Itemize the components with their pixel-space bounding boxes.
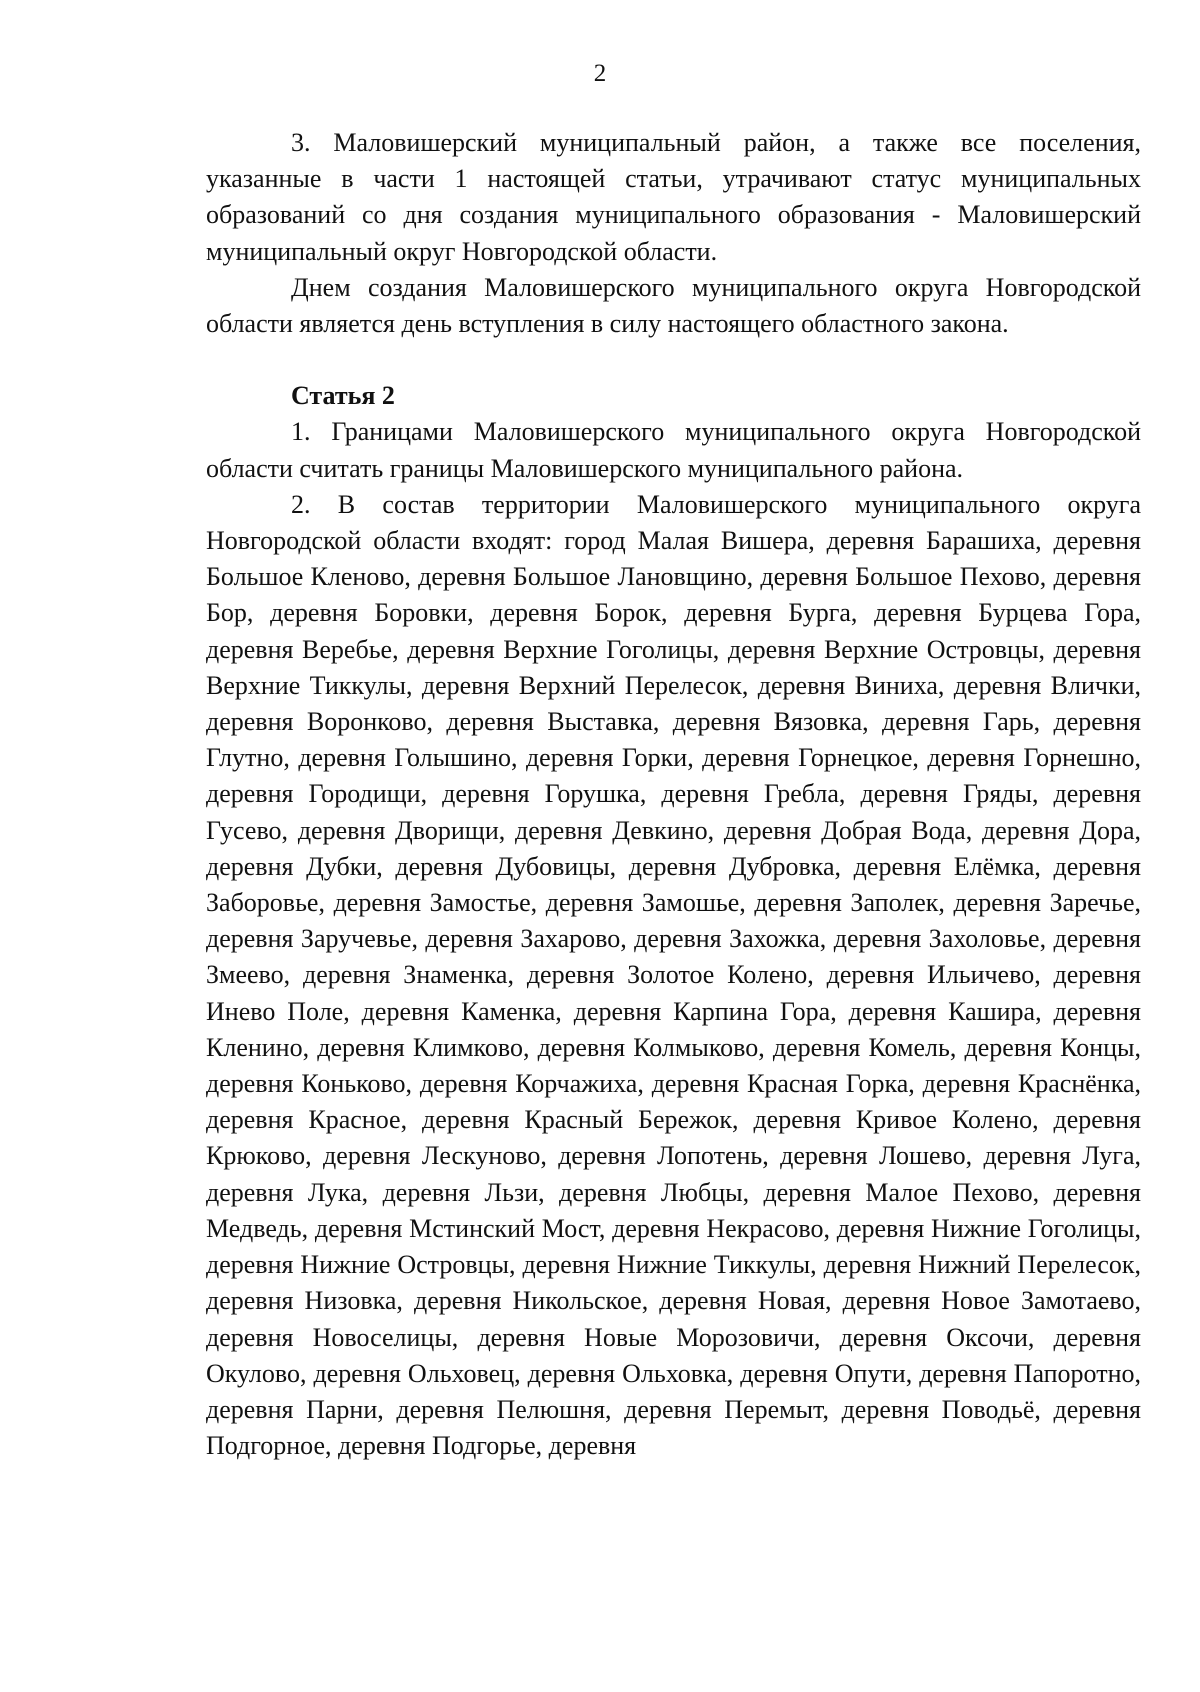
article2-paragraph-1: 1. Границами Маловишерского муниципального округа Новгородской области считать границы Маловишерского муниципального района. bbox=[206, 417, 1141, 483]
article2-paragraph-2: 2. В состав территории Маловишерского муниципального округа Новгородской области входят: город Малая Вишера, деревня Барашиха, деревня Большое Кленово, деревня Большое Лановщино, деревня Большое Пехово, деревня Бор, деревня Боровки, деревня Борок, деревня Бурга, деревня Бурцева Гора, деревня Веребье, деревня Верхние Гоголицы, деревня Верхние Островцы, деревня Верхние Тиккулы, деревня Верхний Перелесок, деревня Виниха, деревня Влички, деревня Воронково, деревня Выставка, деревня Вязовка, деревня Гарь, деревня Глутно, деревня Голышино, деревня Горки, деревня Горнецкое, деревня Горнешно, деревня Городищи, деревня Горушка, деревня Гребла, деревня Гряды, деревня Гусево, деревня Дворищи, деревня Девкино, деревня Добрая Вода, деревня Дора, деревня Дубки, деревня Дубовицы, деревня Дубровка, деревня Елёмка, деревня Заборовье, деревня Замостье, деревня Замошье, деревня Заполек, деревня Заречье, деревня Заручевье, деревня Захарово, деревня Захожка, деревня Захоловье, деревня Змеево, деревня Знаменка, деревня Золотое Колено, деревня Ильичево, деревня Инево Поле, деревня Каменка, деревня Карпина Гора, деревня Кашира, деревня Кленино, деревня Климково, деревня Колмыково, деревня Комель, деревня Концы, деревня Коньково, деревня Корчажиха, деревня Красная Горка, деревня Краснёнка, деревня Красное, деревня Красный Бережок, деревня Кривое Колено, деревня Крюково, деревня Лескуново, деревня Лопотень, деревня Лошево, деревня Луга, деревня Лука, деревня Льзи, деревня Любцы, деревня Малое Пехово, деревня Медведь, деревня Мстинский Мост, деревня Некрасово, деревня Нижние Гоголицы, деревня Нижние Островцы, деревня Нижние Тиккулы, деревня Нижний Перелесок, деревня Низовка, деревня Никольское, деревня Новая, деревня Новое Замотаево, деревня Новоселицы, деревня Новые Морозовичи, деревня Оксочи, деревня Окулово, деревня Ольховец, деревня Ольховка, деревня Опути, деревня Папоротно, деревня Парни, деревня Пелюшня, деревня Перемыт, деревня Поводьё, деревня Подгорное, деревня Подгорье, деревня bbox=[206, 489, 1141, 1461]
article1-creation-day-paragraph: Днем создания Маловишерского муниципального округа Новгородской области является день вступления в силу настоящего областного закона. bbox=[206, 272, 1141, 339]
article2-heading: Статья 2 bbox=[291, 381, 395, 411]
article1-paragraph-3: 3. Маловишерский муниципальный район, а также все поселения, указанные в части 1 настоящей статьи, утрачивают статус муниципальных образований со дня создания муниципального образования - Маловишерский муниципальный округ Новгородской области. bbox=[206, 128, 1141, 266]
document-body bbox=[206, 125, 1141, 1464]
page-number: 2 bbox=[593, 60, 607, 87]
